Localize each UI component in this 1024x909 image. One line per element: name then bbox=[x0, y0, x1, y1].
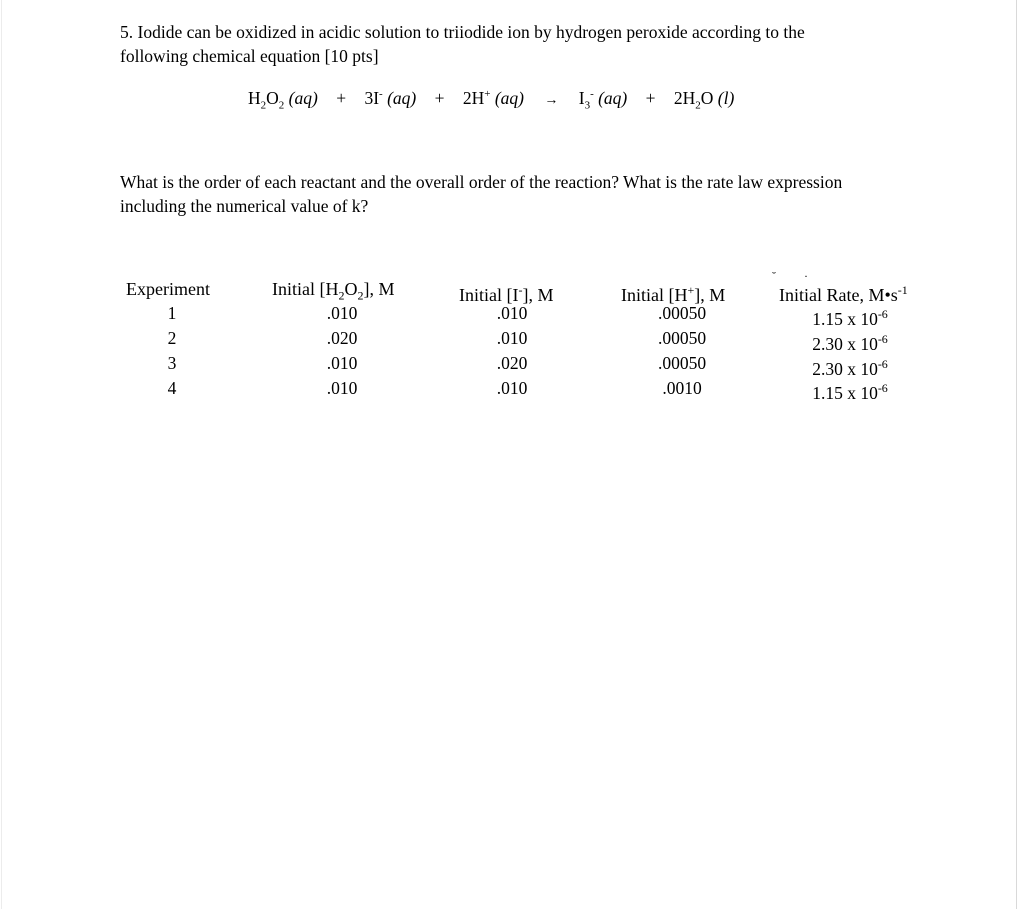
question-text-line-1: 5. Iodide can be oxidized in acidic solution to triiodide ion by hydrogen peroxide according to the bbox=[120, 22, 805, 42]
reactant-h2o2: $H_2O_2$ (aq) bbox=[248, 88, 318, 112]
scan-mark: ˘ bbox=[772, 269, 776, 283]
table-cell-iodide: .010 bbox=[496, 328, 528, 348]
chemical-equation bbox=[248, 86, 734, 113]
table-cell-exp: 3 bbox=[167, 353, 177, 373]
table-cell-hydrogen-ion: .0010 bbox=[662, 378, 702, 398]
reactant-hydrogen-ion: 2H+ (aq) bbox=[462, 88, 524, 108]
table-cell-iodide: .010 bbox=[496, 378, 528, 398]
table-cell-exp: 2 bbox=[167, 328, 177, 348]
plus-sign: + bbox=[434, 88, 445, 108]
reactant-iodide: 3I- (aq) bbox=[364, 88, 417, 108]
page-left-edge bbox=[1, 0, 2, 909]
table-cell-iodide: .020 bbox=[496, 353, 528, 373]
table-cell-rate: 2.30 x $10^{-6}$ bbox=[812, 332, 888, 354]
table-cell-rate: 1.15 x $10^{-6}$ bbox=[812, 307, 888, 329]
product-water: $2H_2O$ (l) bbox=[673, 88, 735, 112]
table-cell-rate: 2.30 x $10^{-6}$ bbox=[812, 357, 888, 379]
header-h2o2: Initial $[H_2O_2]$, M bbox=[272, 279, 395, 303]
table-cell-hydrogen-ion: .00050 bbox=[657, 303, 707, 323]
table-cell-rate: 1.15 x $10^{-6}$ bbox=[812, 381, 888, 403]
table-cell-hydrogen-ion: .00050 bbox=[657, 328, 707, 348]
prompt-text-line-2: including the numerical value of k? bbox=[120, 196, 369, 216]
table-cell-h2o2: .010 bbox=[326, 353, 358, 373]
scan-mark: · bbox=[804, 269, 808, 283]
table-cell-exp: 4 bbox=[167, 378, 177, 398]
table-cell-h2o2: .010 bbox=[326, 378, 358, 398]
table-cell-h2o2: .010 bbox=[326, 303, 358, 323]
page-right-edge bbox=[1016, 0, 1017, 909]
table-cell-h2o2: .020 bbox=[326, 328, 358, 348]
table-cell-exp: 1 bbox=[167, 303, 177, 323]
header-iodide: Initial [I-], M bbox=[459, 283, 554, 305]
table-cell-hydrogen-ion: .00050 bbox=[657, 353, 707, 373]
plus-sign: + bbox=[645, 88, 656, 108]
header-experiment: Experiment bbox=[126, 279, 210, 299]
plus-sign: + bbox=[336, 88, 347, 108]
product-triiodide: $I_3^-$ (aq) bbox=[578, 88, 628, 112]
question-text-line-2: following chemical equation [10 pts] bbox=[120, 46, 379, 66]
header-hydrogen-ion: Initial [H+], M bbox=[621, 283, 726, 305]
header-initial-rate: Initial Rate, $M•s^{-1}$ bbox=[779, 283, 908, 305]
prompt-text-line-1: What is the order of each reactant and the overall order of the reaction? What is the rate law expression bbox=[120, 172, 843, 192]
reaction-arrow: → bbox=[544, 93, 559, 108]
table-cell-iodide: .010 bbox=[496, 303, 528, 323]
